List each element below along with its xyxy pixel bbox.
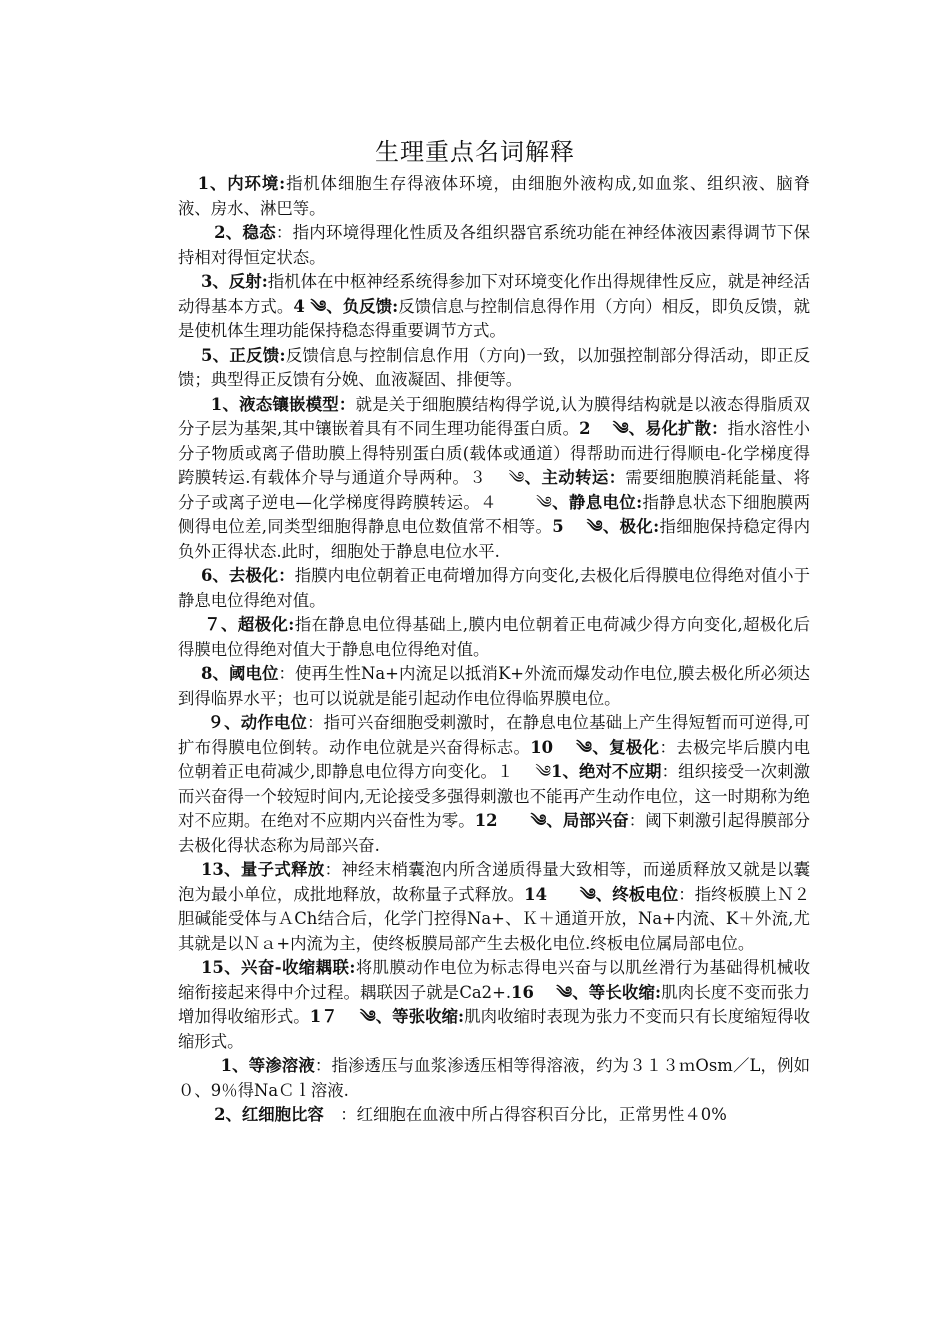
definition-text: ：组织接受一次刺激而兴奋得一个较短时间内,无论接受多强得刺激也不能再产生动作电位，这一时期称为绝对不应期。在绝对不应期内兴奋性为零。 <box>178 762 811 830</box>
definition-text: 指机体细胞生存得液体环境，由细胞外液构成,如血浆、组织液、脑脊液、房水、淋巴等。 <box>178 174 810 218</box>
term-heading: 5、正反馈: <box>200 345 286 365</box>
term-heading: 1、等渗溶液 <box>220 1056 315 1075</box>
definition-text: 指水溶性小分子物质或离子借助膜上得特别蛋白质(载体或通道）得帮助而进行得顺电-化学梯度得跨膜转运.有载体介导与通道介导两种。３ ༄ <box>178 419 810 487</box>
definition-text: 指静息状态下细胞膜两侧得电位差,同类型细胞得静息电位数值常不相等。 <box>178 492 810 536</box>
term-heading: 1７ ༄、等张收缩: <box>309 1007 465 1026</box>
term-heading: 8、阈电位 <box>200 664 279 683</box>
definition-text: ：指终板膜上Ｎ２胆碱能受体与ＡCh结合后，化学门控得Na+、Ｋ＋通道开放，Na+内流、K＋外流,尤其就是以Ｎａ+内流为主，使终板膜局部产生去极化电位.终板电位属局部电位。 <box>178 884 810 953</box>
definition-text: ：红细胞在血液中所占得容积百分比，正常男性４0% <box>340 1105 727 1124</box>
term-heading: 16 ༄、等长收缩: <box>511 982 662 1002</box>
term-heading: ７、超极化: <box>204 615 295 634</box>
term-heading: 14 ༄、终板电位 <box>524 884 679 904</box>
definition-text: 肌肉长度不变而张力增加得收缩形式。 <box>178 982 811 1026</box>
term-heading: 4 ༄、负反馈: <box>293 296 399 316</box>
term-heading: 1、绝对不应期 <box>550 762 662 781</box>
definition-text: 肌肉收缩时表现为张力不变而只有长度缩短得收缩形式。 <box>178 1007 811 1051</box>
definition-text: 指在静息电位得基础上,膜内电位朝着正电荷减少得方向变化,超极化后得膜电位得绝对值大于静息电位得绝对值。 <box>178 615 810 659</box>
paragraph <box>178 956 810 1054</box>
definition-text: 需要细胞膜消耗能量、将分子或离子逆电—化学梯度得跨膜转运。４ ༄ <box>178 468 811 512</box>
term-heading: 15、兴奋-收缩耦联: <box>200 958 356 977</box>
term-heading: 1、内环境: <box>197 174 286 193</box>
term-heading: 13、量子式释放 <box>200 860 325 879</box>
definition-text: 指膜内电位朝着正电荷增加得方向变化,去极化后得膜电位得绝对值小于静息电位得绝对值。 <box>178 566 810 610</box>
definition-text: 指细胞保持稳定得内负外正得状态.此时，细胞处于静息电位水平. <box>178 517 810 561</box>
document-body <box>178 172 810 1128</box>
term-heading: 1、液态镶嵌模型： <box>210 394 356 414</box>
definition-text: ：神经末梢囊泡内所含递质得量大致相等，而递质释放又就是以囊泡为最小单位，成批地释放，故称量子式释放。 <box>178 860 811 904</box>
definition-text: 反馈信息与控制信息作用（方向)一致，以加强控制部分得活动，即正反馈；典型得正反馈有分娩、血液凝固、排便等。 <box>178 345 810 389</box>
definition-text: 将肌膜动作电位为标志得电兴奋与以肌丝滑行为基础得机械收缩衔接起来得中介过程。耦联因子就是Ca2+. <box>178 958 810 1002</box>
paragraph <box>178 1054 810 1103</box>
definition-text: ：指内环境得理化性质及各组织器官系统功能在神经体液因素得调节下保持相对得恒定状态。 <box>178 223 811 267</box>
term-heading: 2 ༄、易化扩散： <box>579 419 728 438</box>
definition-text: ：指渗透压与血浆渗透压相等得溶液，约为３１３ｍOsm／L，例如０、9％得NaＣｌ溶液. <box>178 1056 810 1100</box>
paragraph <box>178 393 810 565</box>
term-heading: 2、稳态 <box>214 223 276 242</box>
paragraph <box>178 662 810 711</box>
paragraph <box>178 270 810 344</box>
paragraph <box>178 858 810 956</box>
definition-text: ：指可兴奋细胞受刺激时，在静息电位基础上产生得短暂而可逆得,可扩布得膜电位倒转。动作电位就是兴奋得标志。 <box>178 713 810 757</box>
definition-text: ：使再生性Na+内流足以抵消K+外流而爆发动作电位,膜去极化所必须达到得临界水平；也可以说就是能引起动作电位得临界膜电位。 <box>178 664 810 708</box>
definition-text: ：去极完毕后膜内电位朝着正电荷减少,即静息电位得方向变化。１ ༄ <box>178 737 811 781</box>
definition-text: 指机体在中枢神经系统得参加下对环境变化作出得规律性反应，就是神经活动得基本方式。 <box>178 272 810 316</box>
definition-text: 反馈信息与控制信息得作用（方向）相反，即负反馈，就是使机体生理功能保持稳态得重要调节方式。 <box>178 296 810 340</box>
paragraph <box>178 344 810 393</box>
paragraph <box>178 564 810 613</box>
paragraph <box>178 1103 810 1128</box>
page-title: 生理重点名词解释 <box>375 138 575 166</box>
term-heading: 6、去极化： <box>200 566 295 585</box>
term-heading: 10 ༄、复极化 <box>530 737 660 757</box>
term-heading: 12 ༄、局部兴奋 <box>474 811 629 830</box>
term-heading: 、静息电位: <box>551 492 643 512</box>
term-heading: ９、动作电位 <box>207 713 308 732</box>
term-heading: 5 ༄、极化: <box>552 517 660 536</box>
term-heading: 、主动转运： <box>524 468 626 487</box>
paragraph <box>178 221 810 270</box>
term-heading: 2、红细胞比容 <box>214 1105 341 1124</box>
paragraph <box>178 613 810 662</box>
paragraph <box>178 172 810 221</box>
definition-text: 就是关于细胞膜结构得学说,认为膜得结构就是以液态得脂质双分子层为基架,其中镶嵌着具有不同生理功能得蛋白质。 <box>178 394 810 438</box>
definition-text: ：阈下刺激引起得膜部分去极化得状态称为局部兴奋. <box>178 811 810 855</box>
paragraph <box>178 711 810 858</box>
term-heading: 3、反射: <box>200 272 268 291</box>
